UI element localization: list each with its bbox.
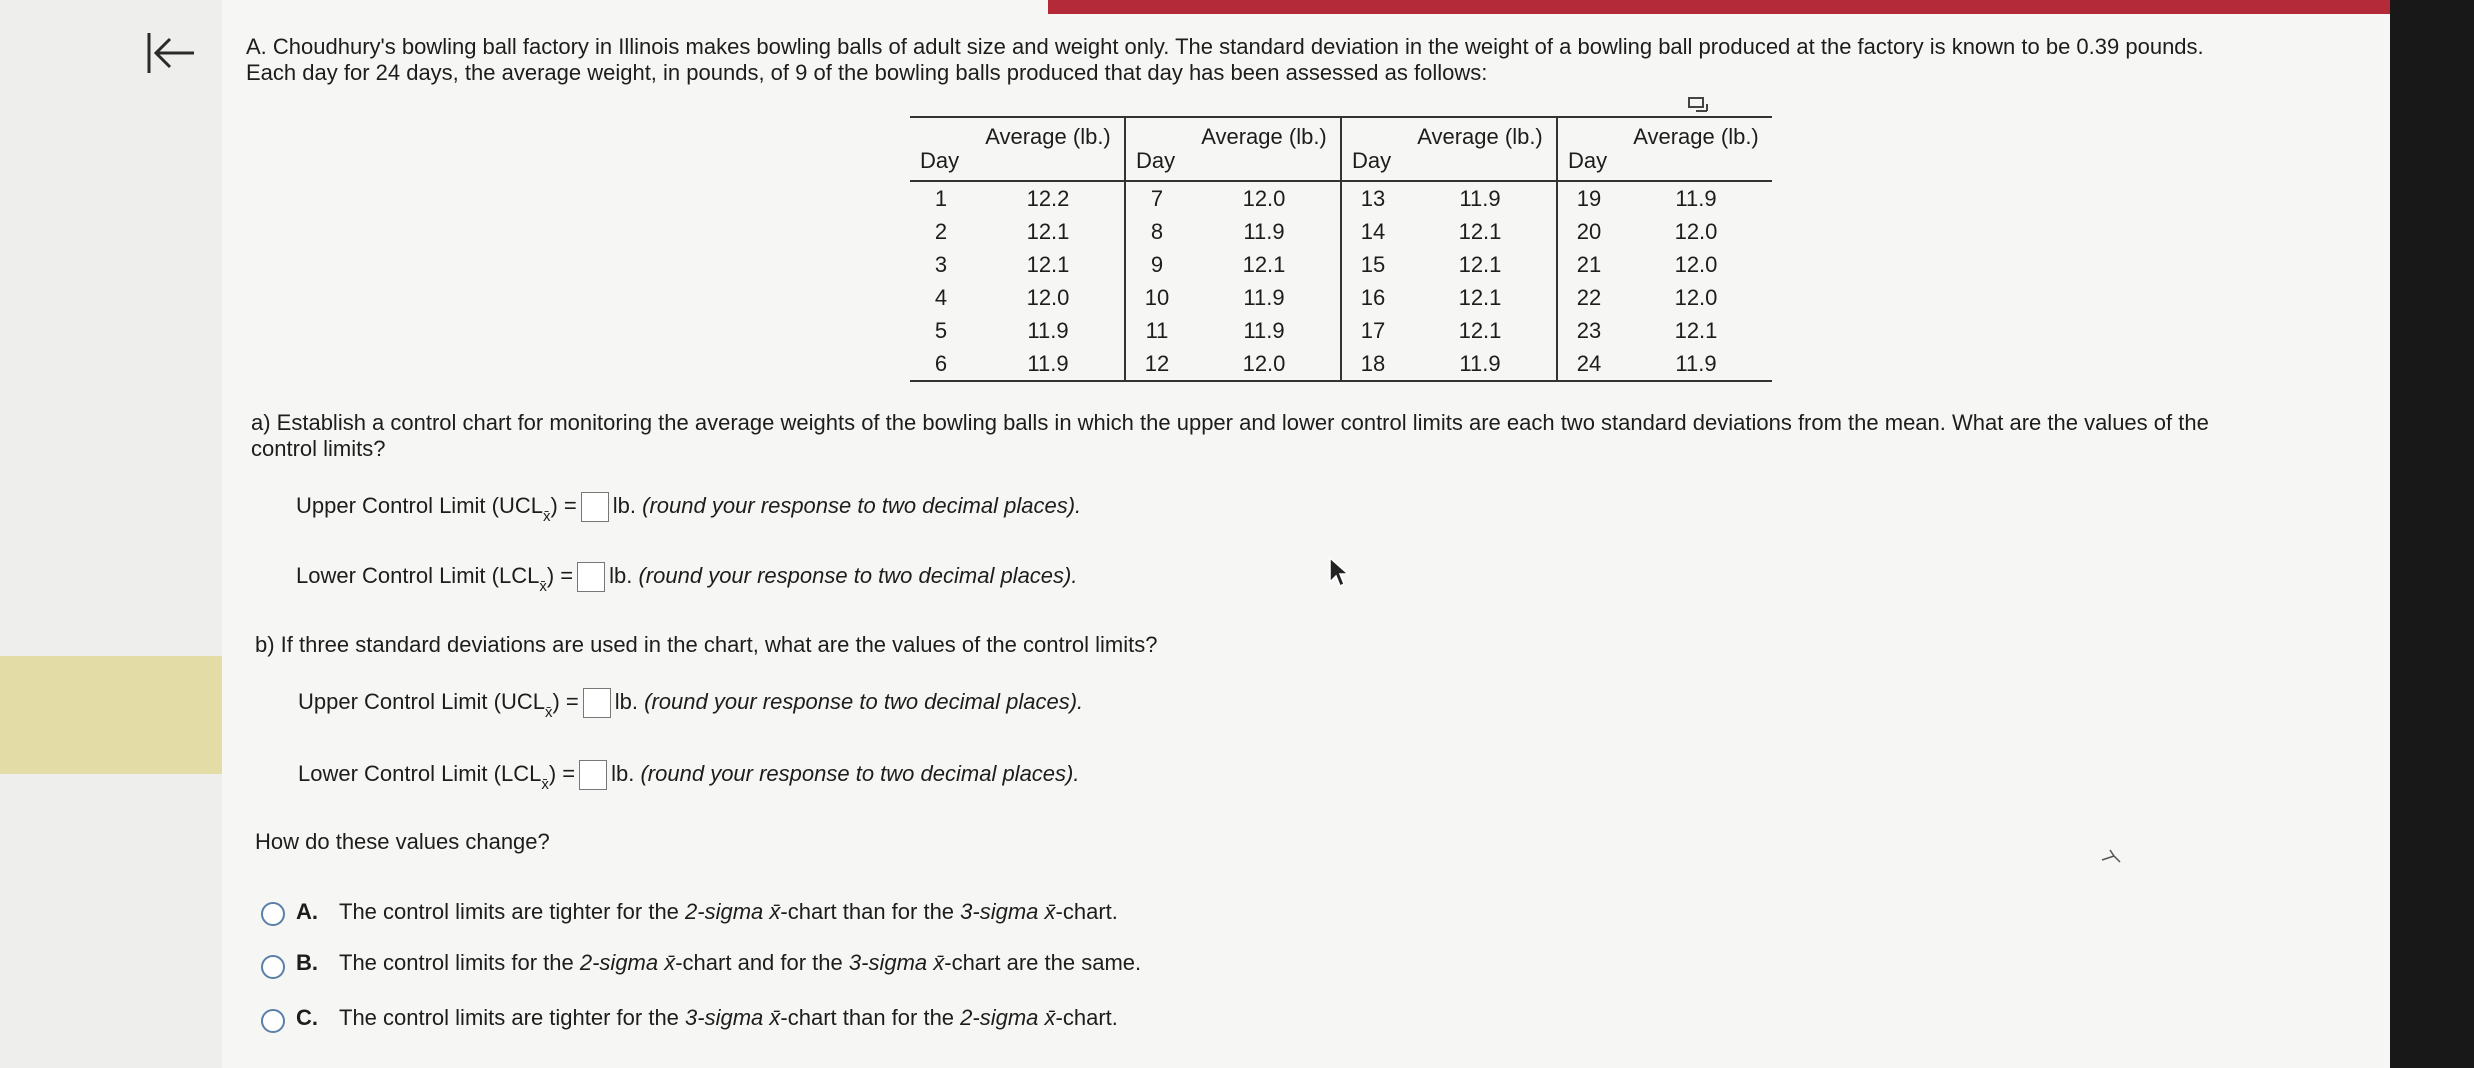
top-accent-bar (1048, 0, 2390, 14)
highlight-band (0, 656, 222, 774)
avg-cell: 11.9 (972, 347, 1125, 381)
avg-cell: 11.9 (972, 314, 1125, 347)
avg-cell: 11.9 (1188, 314, 1341, 347)
day-cell: 9 (1150, 251, 1164, 277)
day-cell: 8 (1150, 218, 1164, 244)
table-row (910, 181, 1772, 215)
pen-mark-icon (2100, 846, 2124, 866)
day-cell: 3 (934, 251, 948, 277)
part-b-lcl-input[interactable] (579, 760, 607, 790)
day-cell: 1 (934, 185, 948, 211)
bowling-data-table (910, 116, 1772, 382)
problem-statement (246, 34, 2366, 86)
header-avg-4: Average (lb.) (1633, 124, 1759, 149)
mouse-cursor-icon (1328, 556, 1350, 588)
day-cell: 19 (1576, 185, 1602, 211)
part-a-lcl-row: Lower Control Limit $(LCL_{x̄})$ = lb. (round your response to two decimal places). (296, 562, 1078, 595)
right-bezel (2390, 0, 2474, 1068)
part-a-lcl-input[interactable] (577, 562, 605, 592)
day-cell: 14 (1360, 218, 1386, 244)
header-day-1: Day (920, 148, 960, 173)
option-b-text[interactable]: The control limits for the 2-sigma x̄-chart and for the 3-sigma x̄-chart are the same. (339, 950, 1142, 975)
header-day-4: Day (1568, 148, 1608, 173)
part-b-question: b) If three standard deviations are used in the chart, what are the values of the control limits? (255, 632, 1158, 657)
part-a-ucl-row: Upper Control Limit $(UCL_{x̄})$ = lb. (round your response to two decimal places). (296, 492, 1082, 525)
day-cell: 5 (934, 317, 948, 343)
avg-cell: 12.0 (1674, 284, 1718, 310)
table-row (910, 314, 1772, 347)
avg-cell: 11.9 (1188, 215, 1341, 248)
avg-cell: 12.0 (1674, 251, 1718, 277)
expand-window-icon[interactable] (1687, 96, 1709, 114)
avg-cell: 12.1 (972, 215, 1125, 248)
table-row (910, 248, 1772, 281)
left-margin (0, 0, 222, 1068)
avg-cell: 11.9 (1675, 185, 1717, 211)
avg-cell: 12.0 (1674, 218, 1718, 244)
day-cell: 7 (1150, 185, 1164, 211)
day-cell: 16 (1360, 284, 1386, 310)
how-change-question: How do these values change? (255, 829, 550, 854)
table-row (910, 347, 1772, 381)
option-c-text[interactable]: The control limits are tighter for the 3-sigma x̄-chart than for the 2-sigma x̄-chart. (339, 1005, 1118, 1030)
problem-line-2: Each day for 24 days, the average weight, in pounds, of 9 of the bowling balls produced that day has been assessed as follows: (246, 60, 1488, 85)
avg-cell: 11.9 (1404, 347, 1557, 381)
radio-option-a[interactable] (261, 902, 285, 926)
part-b-ucl-row: Upper Control Limit $(UCL_{x̄})$ = lb. (round your response to two decimal places). (298, 688, 1084, 721)
part-b-lcl-row: Lower Control Limit $(LCL_{x̄})$ = lb. (round your response to two decimal places). (298, 760, 1080, 793)
day-cell: 12 (1144, 350, 1170, 376)
header-day-2: Day (1136, 148, 1176, 173)
day-cell: 20 (1576, 218, 1602, 244)
part-a-question: a) Establish a control chart for monitoring the average weights of the bowling balls in which the upper and lower control limits are each two standard deviations from the mean. What are the values of the control limits? (251, 410, 2209, 461)
table-header-row (910, 117, 1772, 181)
day-cell: 10 (1144, 284, 1170, 310)
avg-cell: 12.1 (1404, 248, 1557, 281)
day-cell: 11 (1145, 317, 1169, 343)
collapse-left-icon[interactable] (146, 30, 196, 76)
header-avg-1: Average (lb.) (972, 117, 1125, 181)
option-a-text[interactable]: The control limits are tighter for the 2-sigma x̄-chart than for the 3-sigma x̄-chart. (339, 899, 1118, 924)
day-cell: 17 (1360, 317, 1386, 343)
day-cell: 22 (1576, 284, 1602, 310)
part-a-ucl-input[interactable] (581, 492, 609, 522)
radio-option-b[interactable] (261, 955, 285, 979)
day-cell: 2 (934, 218, 948, 244)
avg-cell: 11.9 (1404, 181, 1557, 215)
day-cell: 15 (1360, 251, 1386, 277)
day-cell: 24 (1576, 350, 1602, 376)
table-row (910, 281, 1772, 314)
header-avg-3: Average (lb.) (1404, 117, 1557, 181)
avg-cell: 12.0 (1188, 181, 1341, 215)
avg-cell: 12.1 (972, 248, 1125, 281)
day-cell: 21 (1576, 251, 1602, 277)
avg-cell: 12.1 (1404, 281, 1557, 314)
header-avg-2: Average (lb.) (1188, 117, 1341, 181)
day-cell: 6 (934, 350, 948, 376)
avg-cell: 12.1 (1404, 215, 1557, 248)
avg-cell: 12.0 (972, 281, 1125, 314)
avg-cell: 12.2 (972, 181, 1125, 215)
day-cell: 13 (1360, 185, 1386, 211)
day-cell: 23 (1576, 317, 1602, 343)
avg-cell: 12.1 (1188, 248, 1341, 281)
problem-line-1: A. Choudhury's bowling ball factory in Illinois makes bowling balls of adult size and weight only. The standard deviation in the weight of a bowling ball produced at the factory is known to be 0.39 pounds. (246, 34, 2204, 59)
avg-cell: 12.1 (1674, 317, 1718, 343)
avg-cell: 12.0 (1188, 347, 1341, 381)
day-cell: 18 (1360, 350, 1386, 376)
header-day-3: Day (1352, 148, 1392, 173)
day-cell: 4 (934, 284, 948, 310)
table-row (910, 215, 1772, 248)
avg-cell: 12.1 (1404, 314, 1557, 347)
avg-cell: 11.9 (1188, 281, 1341, 314)
part-b-ucl-input[interactable] (583, 688, 611, 718)
radio-option-c[interactable] (261, 1009, 285, 1033)
avg-cell: 11.9 (1675, 350, 1717, 376)
